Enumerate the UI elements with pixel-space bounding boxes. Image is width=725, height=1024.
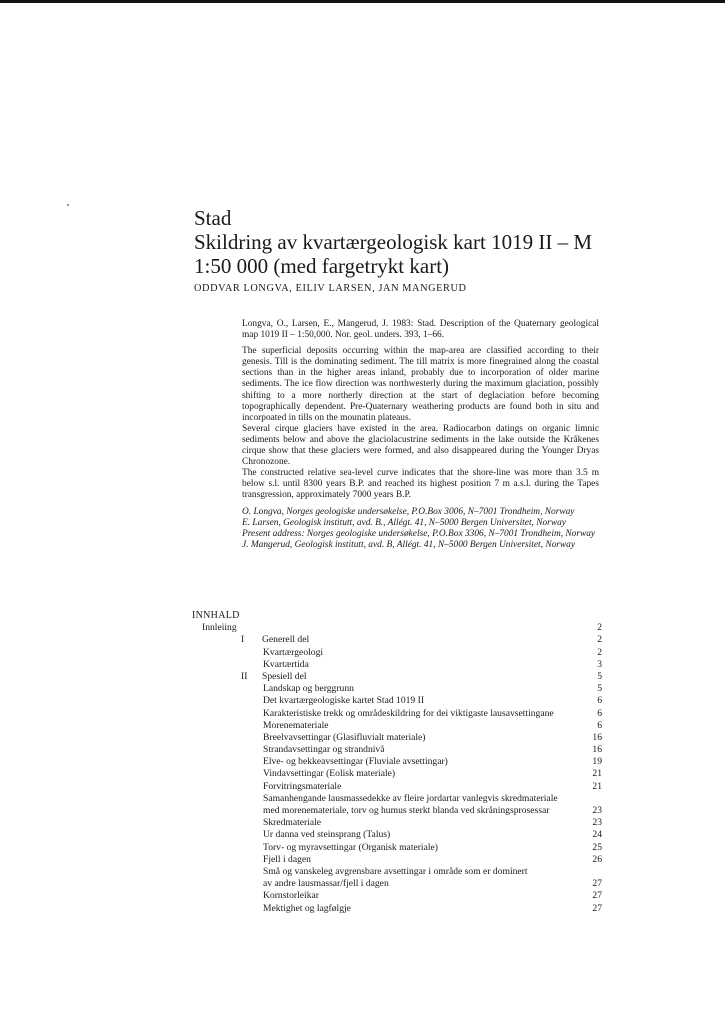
author-address: E. Larsen, Geologisk institutt, avd. B., Allégt. 41, N–5000 Bergen Universitet, Norway [242, 517, 566, 528]
toc-entry-title: Små og vanskeleg avgrensbare avsettingar i område som er dominert [263, 865, 528, 877]
toc-entry-title: Innleiing [202, 622, 237, 634]
toc-entry-page: 6 [597, 707, 602, 719]
toc-entry-title: Mektighet og lagfølgje [263, 902, 351, 914]
toc-entry [192, 647, 602, 659]
scan-speck [67, 204, 69, 206]
toc-entry-page: 2 [597, 634, 602, 646]
toc-entry [192, 903, 602, 915]
toc-entry-page: 27 [592, 890, 602, 902]
toc-entry-title: Ur danna ved steinsprang (Talus) [263, 829, 391, 841]
toc-entry-page: 16 [592, 744, 602, 756]
toc-entries [192, 622, 602, 915]
table-of-contents [192, 610, 602, 915]
toc-entry-title: Elve- og bekkeavsettingar (Fluviale avsettingar) [263, 756, 448, 768]
toc-entry-number: II [241, 670, 248, 682]
toc-entry [192, 805, 602, 817]
abstract [242, 319, 599, 551]
toc-entry [192, 720, 602, 732]
toc-heading: INNHALD [192, 610, 240, 621]
toc-entry [192, 793, 602, 805]
toc-entry-title: Samanhengande lausmassedekke av fleire jordartar vanlegvis skredmateriale [263, 792, 558, 804]
toc-entry-title: Morenemateriale [263, 719, 329, 731]
toc-entry-title: Skredmateriale [263, 817, 322, 829]
toc-entry-title: Generell del [262, 634, 310, 646]
toc-entry [192, 768, 602, 780]
toc-entry-title: Kvartærtida [263, 658, 309, 670]
toc-entry-title: av andre lausmassar/fjell i dagen [263, 878, 389, 890]
toc-entry-page: 21 [592, 780, 602, 792]
toc-entry-number: I [241, 634, 245, 646]
document-title [194, 206, 624, 278]
toc-entry-title: Landskap og berggrunn [263, 683, 354, 695]
toc-entry [192, 878, 602, 890]
title-line-1: Stad [194, 206, 232, 230]
toc-entry-page: 27 [592, 878, 602, 890]
toc-entry [192, 817, 602, 829]
toc-entry-title: Breelvavsettingar (Glasifluvialt materiale) [263, 731, 426, 743]
toc-entry-page: 2 [597, 622, 602, 634]
toc-entry [192, 781, 602, 793]
toc-entry-page: 5 [597, 683, 602, 695]
toc-entry-page: 21 [592, 768, 602, 780]
toc-entry [192, 683, 602, 695]
toc-entry-page: 23 [592, 817, 602, 829]
toc-entry [192, 890, 602, 902]
toc-entry-page: 16 [592, 731, 602, 743]
toc-entry [192, 829, 602, 841]
toc-entry-page: 24 [592, 829, 602, 841]
author-address: Present address: Norges geologiske undersøkelse, P.O.Box 3306, N–7001 Trondheim, Norway [242, 528, 596, 539]
toc-entry-page: 19 [592, 756, 602, 768]
abstract-paragraph: The constructed relative sea-level curve indicates that the shore-line was more than 3.5 m below s.l. until 8300 years B.P. and reached its highest position 7 m a.s.l. during the Tapes transgression, approximately 7000 years B.P. [242, 468, 599, 501]
page-top-border [0, 0, 725, 3]
toc-entry [192, 854, 602, 866]
toc-entry [192, 622, 602, 634]
toc-entry [192, 659, 602, 671]
toc-entry-title: Vindavsettingar (Eolisk materiale) [263, 768, 396, 780]
toc-entry [192, 756, 602, 768]
abstract-citation: Longva, O., Larsen, E., Mangerud, J. 1983: Stad. Description of the Quaternary geological map 1019 II – 1:50,000. Nor. geol. unders. 393, 1–66. [242, 319, 599, 341]
author-address: O. Longva, Norges geologiske undersøkelse, P.O.Box 3006, N–7001 Trondheim, Norway [242, 506, 575, 517]
toc-entry-title: med morenemateriale, torv og humus sterkt blanda ved skråningsprosessar [263, 805, 550, 817]
toc-entry [192, 866, 602, 878]
toc-entry [192, 708, 602, 720]
toc-entry-title: Strandavsettingar og strandnivå [263, 744, 385, 756]
toc-entry [192, 671, 602, 683]
toc-entry [192, 634, 602, 646]
toc-entry-page: 5 [597, 670, 602, 682]
toc-entry-page: 27 [592, 902, 602, 914]
toc-entry-page: 6 [597, 695, 602, 707]
toc-entry-title: Torv- og myravsettingar (Organisk materiale) [263, 841, 438, 853]
toc-entry-title: Kornstorleikar [263, 890, 319, 902]
toc-entry-title: Fjell i dagen [263, 853, 311, 865]
toc-entry-title: Det kvartærgeologiske kartet Stad 1019 II [263, 695, 425, 707]
toc-entry-title: Kvartærgeologi [263, 646, 324, 658]
toc-entry [192, 744, 602, 756]
toc-entry-page: 23 [592, 805, 602, 817]
title-line-3: 1:50 000 (med fargetrykt kart) [194, 254, 450, 278]
abstract-paragraph: Several cirque glaciers have existed in the area. Radiocarbon datings on organic limnic sediments below and above the glaciolacustrine sediments in the lake outside the Kråkenes cirque show that these glaciers were formed, and also disappeared during the Younger Dryas Chronozone. [242, 423, 599, 468]
toc-entry-title: Karakteristiske trekk og områdeskildring for dei viktigaste lausavsettingane [263, 707, 554, 719]
toc-entry-page: 6 [597, 719, 602, 731]
title-line-2: Skildring av kvartærgeologisk kart 1019 II – M [194, 230, 592, 254]
toc-entry-title: Spesiell del [262, 670, 307, 682]
toc-entry [192, 695, 602, 707]
toc-entry-page: 3 [597, 658, 602, 670]
abstract-paragraph: The superficial deposits occurring within the map-area are classified according to their genesis. Till is the dominating sediment. The till matrix is more finegrained along the coastal sections than in the higher areas inland, probably due to incorporation of older marine sediments. The ice flow direction was northwesterly during the maximum glaciation, possibly shifting to a more northerly direction at the start of deglaciation before becoming topographically dependent. Pre-Quaternary weathering products are found both in situ and incorpoated in tills on the mounatin plateaus. [242, 346, 599, 423]
toc-entry [192, 732, 602, 744]
toc-entry-title: Forvitringsmateriale [263, 780, 342, 792]
author-address: J. Mangerud, Geologisk institutt, avd. B, Allégt. 41, N–5000 Bergen Universitet, Norway [242, 539, 576, 550]
toc-entry-page: 25 [592, 841, 602, 853]
toc-entry-page: 2 [597, 646, 602, 658]
author-list: ODDVAR LONGVA, EILIV LARSEN, JAN MANGERUD [194, 283, 467, 294]
toc-entry [192, 842, 602, 854]
toc-entry-page: 26 [592, 853, 602, 865]
